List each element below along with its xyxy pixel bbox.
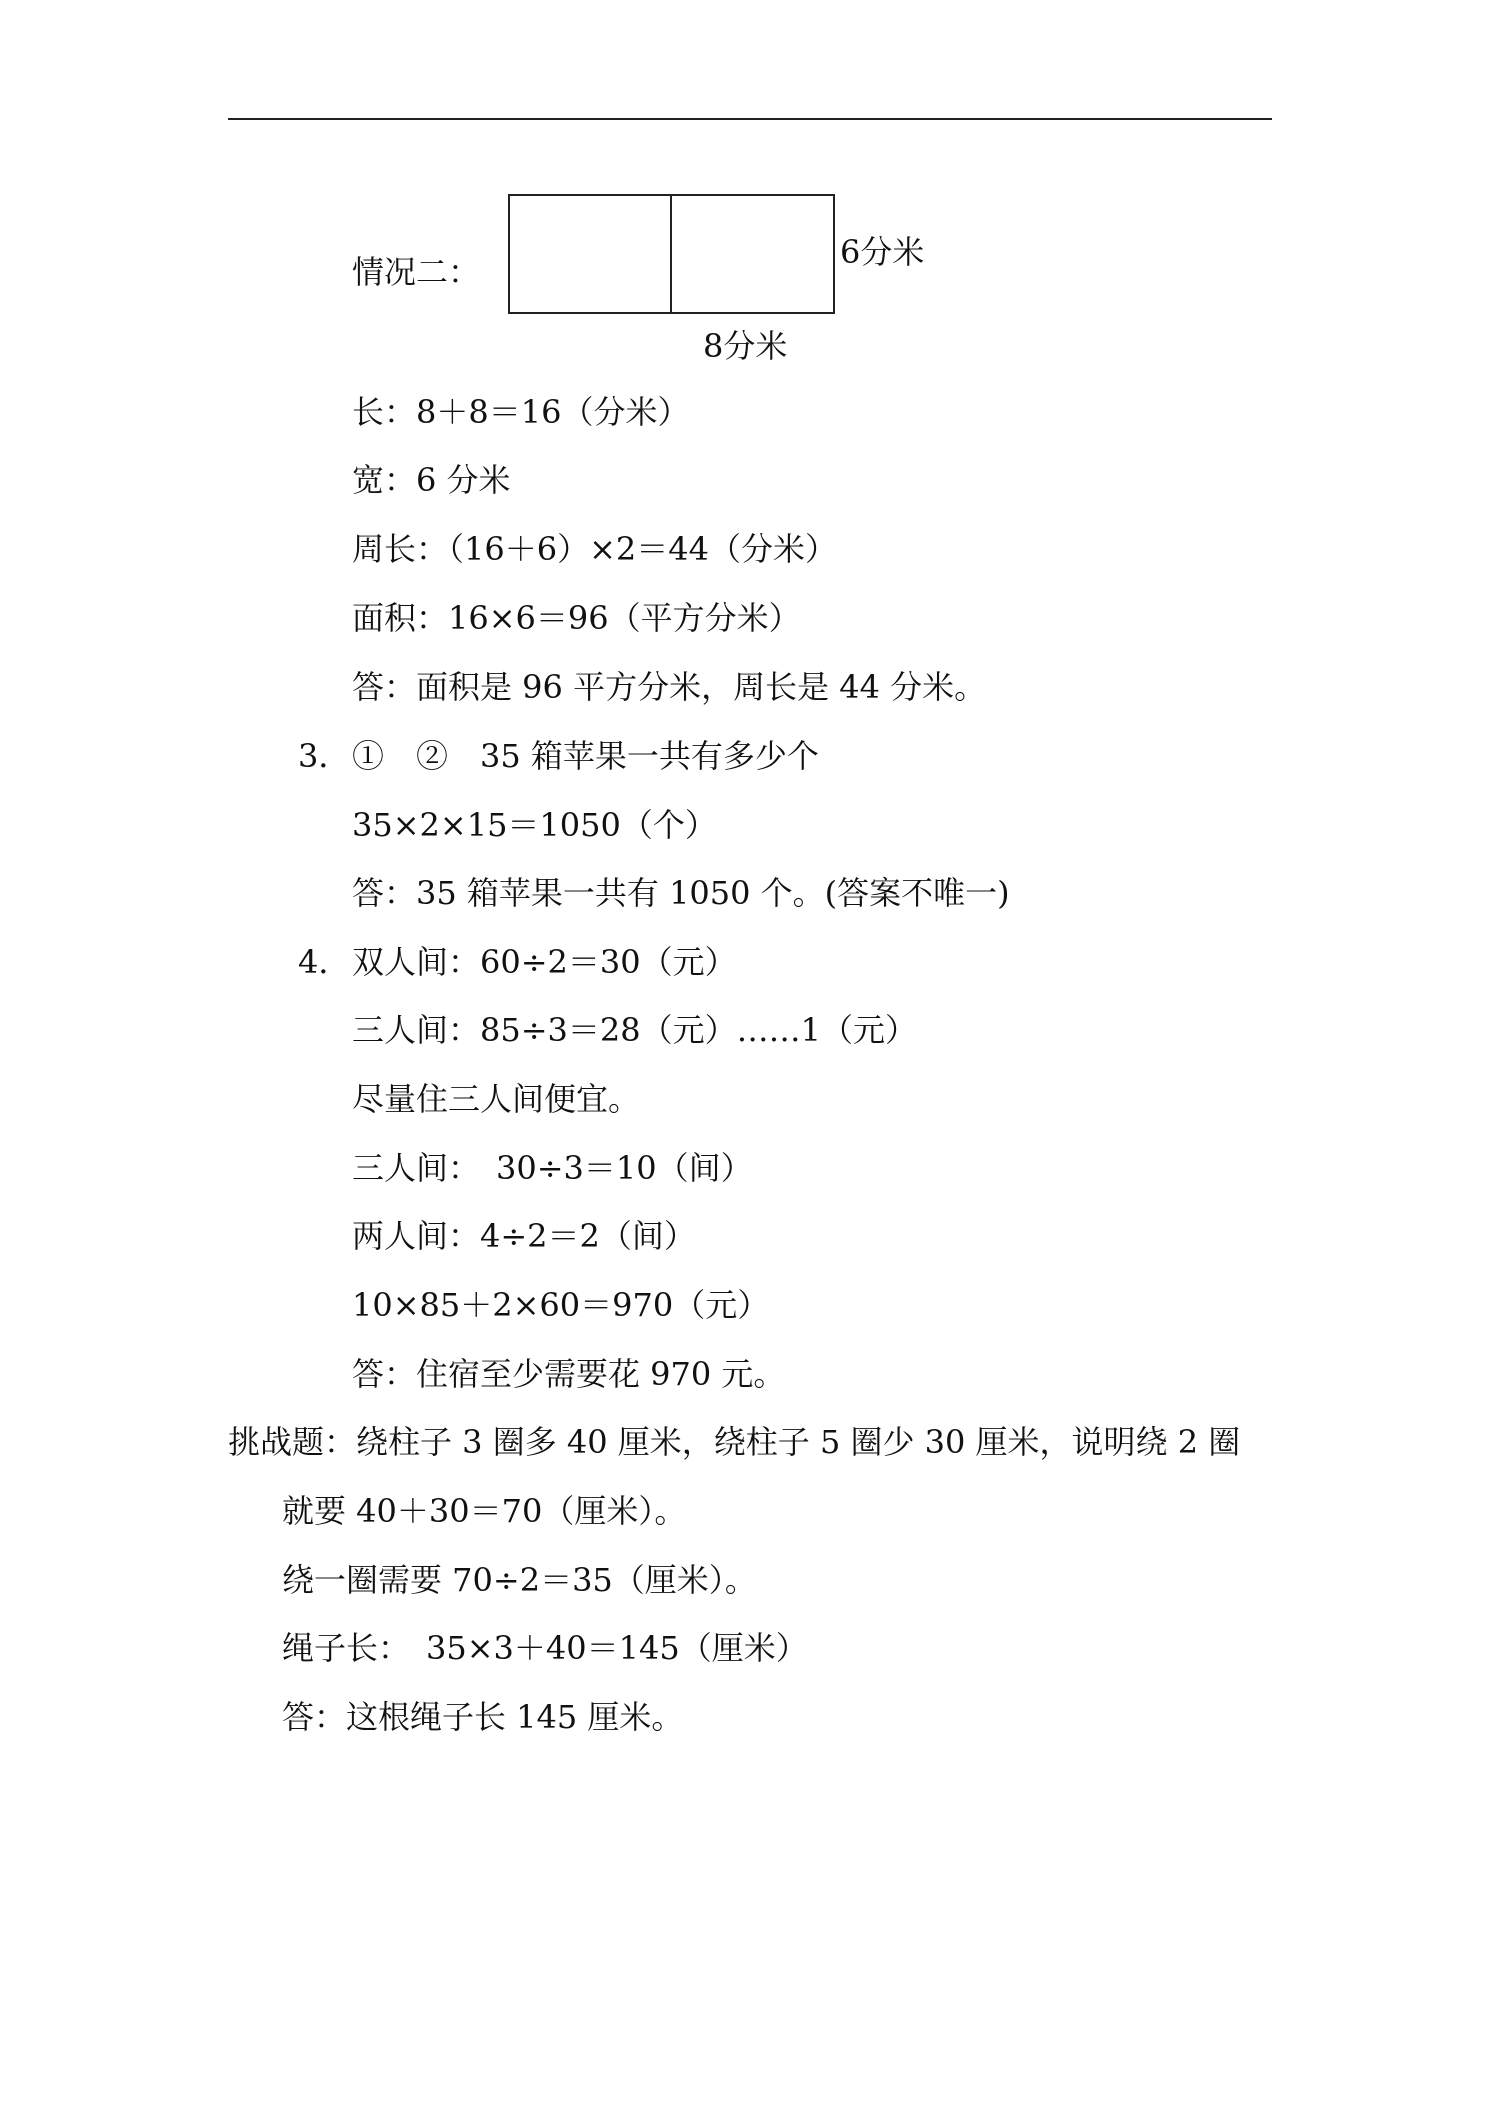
- challenge-line: 绕一圈需要 70÷2＝35（厘米）。: [282, 1561, 757, 1599]
- length-label: 8分米: [703, 327, 788, 365]
- q4-line: 三人间：85÷3＝28（元）……1（元）: [352, 1011, 917, 1049]
- q3-calc-line: 35×2×15＝1050（个）: [352, 806, 717, 844]
- challenge-line: 就要 40＋30＝70（厘米）。: [282, 1492, 687, 1530]
- q4-line: 两人间：4÷2＝2（间）: [352, 1217, 696, 1255]
- case2-perimeter-line: 周长：（16＋6）×2＝44（分米）: [352, 530, 837, 568]
- rectangle-diagram: [508, 194, 835, 314]
- case2-area-line: 面积：16×6＝96（平方分米）: [352, 599, 801, 637]
- q3-number: 3．: [298, 737, 351, 775]
- header-rule: [228, 118, 1272, 120]
- q4-line: 10×85＋2×60＝970（元）: [352, 1286, 770, 1324]
- challenge-line: 绳子长： 35×3＋40＝145（厘米）: [282, 1629, 808, 1667]
- q4-number: 4．: [298, 943, 351, 981]
- challenge-header: 挑战题：绕柱子 3 圈多 40 厘米，绕柱子 5 圈少 30 厘米，说明绕 2 圈: [228, 1423, 1241, 1461]
- case2-answer-line: 答：面积是 96 平方分米，周长是 44 分米。: [352, 668, 987, 706]
- q4-line: 尽量住三人间便宜。: [352, 1080, 641, 1118]
- width-label: 6分米: [840, 233, 925, 271]
- q4-answer-line: 答：住宿至少需要花 970 元。: [352, 1355, 786, 1393]
- case2-width-line: 宽：6 分米: [352, 461, 511, 499]
- q4-line: 三人间： 30÷3＝10（间）: [352, 1149, 753, 1187]
- case2-label: 情况二：: [352, 253, 481, 291]
- rectangle-divider: [670, 196, 672, 312]
- challenge-answer-line: 答：这根绳子长 145 厘米。: [282, 1698, 684, 1736]
- q3-answer-line: 答：35 箱苹果一共有 1050 个。(答案不唯一): [352, 874, 1010, 912]
- q3-header: ① ② 35 箱苹果一共有多少个: [352, 737, 819, 775]
- q4-header: 双人间：60÷2＝30（元）: [352, 943, 737, 981]
- case2-length-line: 长：8＋8＝16（分米）: [352, 393, 690, 431]
